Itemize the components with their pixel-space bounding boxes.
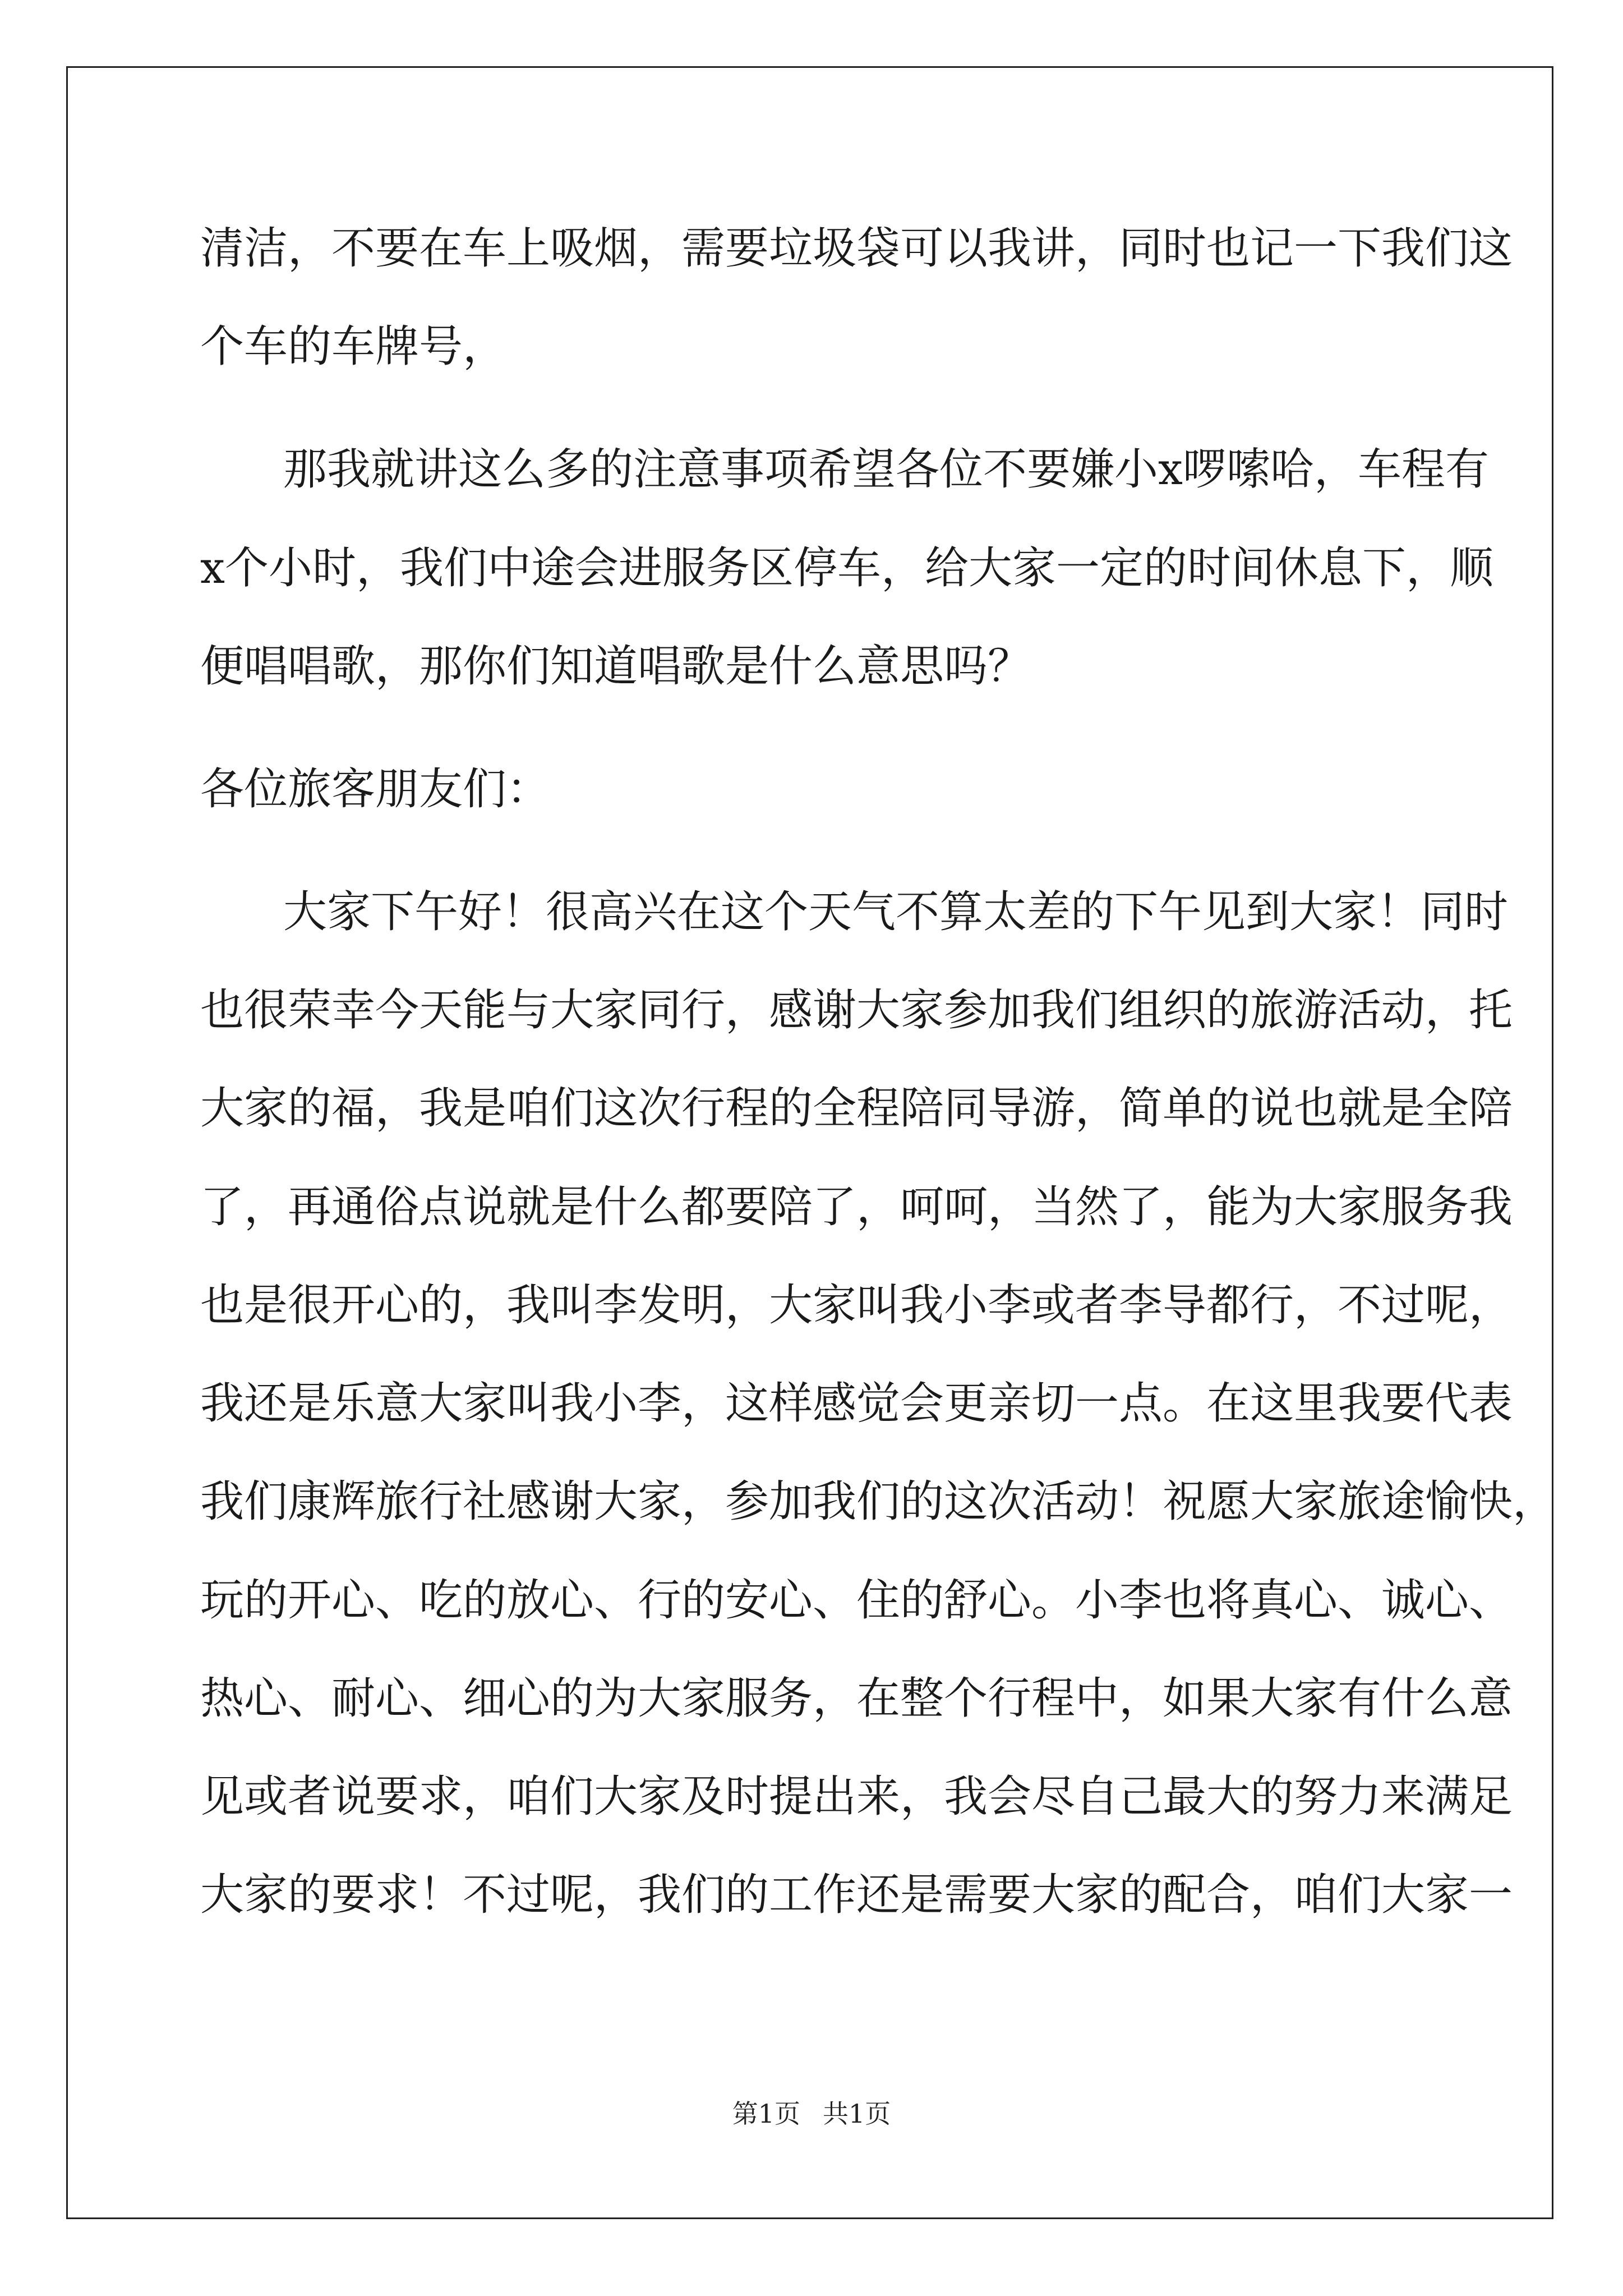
text-line-14: 玩的开心、吃的放心、行的安心、住的舒心。小李也将真心、诚心、 <box>200 1575 1513 1626</box>
text-line-3: 那我就讲这么多的注意事项希望各位不要嫌小x啰嗦哈，车程有 <box>283 444 1489 495</box>
text-line-9: 大家的福，我是咱们这次行程的全程陪同导游，简单的说也就是全陪 <box>200 1083 1513 1134</box>
text-line-16: 见或者说要求，咱们大家及时提出来，我会尽自己最大的努力来满足 <box>200 1772 1513 1822</box>
text-line-4: x个小时，我们中途会进服务区停车，给大家一定的时间休息下，顺 <box>200 543 1493 593</box>
text-line-10: 了，再通俗点说就是什么都要陪了，呵呵，当然了，能为大家服务我 <box>200 1182 1513 1232</box>
text-line-5: 便唱唱歌，那你们知道唱歌是什么意思吗？ <box>200 641 1032 692</box>
text-line-17: 大家的要求！不过呢，我们的工作还是需要大家的配合，咱们大家一 <box>200 1870 1513 1920</box>
text-line-1: 清洁，不要在车上吸烟，需要垃圾袋可以我讲，同时也记一下我们这 <box>200 223 1513 274</box>
page-footer <box>0 2097 1623 2131</box>
text-line-12: 我还是乐意大家叫我小李，这样感觉会更亲切一点。在这里我要代表 <box>200 1378 1513 1429</box>
page-total: 共1页 <box>823 2099 891 2129</box>
text-line-11: 也是很开心的，我叫李发明，大家叫我小李或者李导都行，不过呢， <box>200 1280 1513 1331</box>
page-number: 第1页 <box>732 2099 800 2129</box>
text-line-7: 大家下午好！很高兴在这个天气不算太差的下午见到大家！同时 <box>283 887 1509 937</box>
text-line-15: 热心、耐心、细心的为大家服务，在整个行程中，如果大家有什么意 <box>200 1673 1513 1724</box>
text-line-6: 各位旅客朋友们： <box>200 764 551 815</box>
text-line-2: 个车的车牌号， <box>200 321 507 372</box>
text-line-13: 我们康辉旅行社感谢大家，参加我们的这次活动！祝愿大家旅途愉快， <box>200 1476 1557 1527</box>
text-line-8: 也很荣幸今天能与大家同行，感谢大家参加我们组织的旅游活动，托 <box>200 985 1513 1036</box>
